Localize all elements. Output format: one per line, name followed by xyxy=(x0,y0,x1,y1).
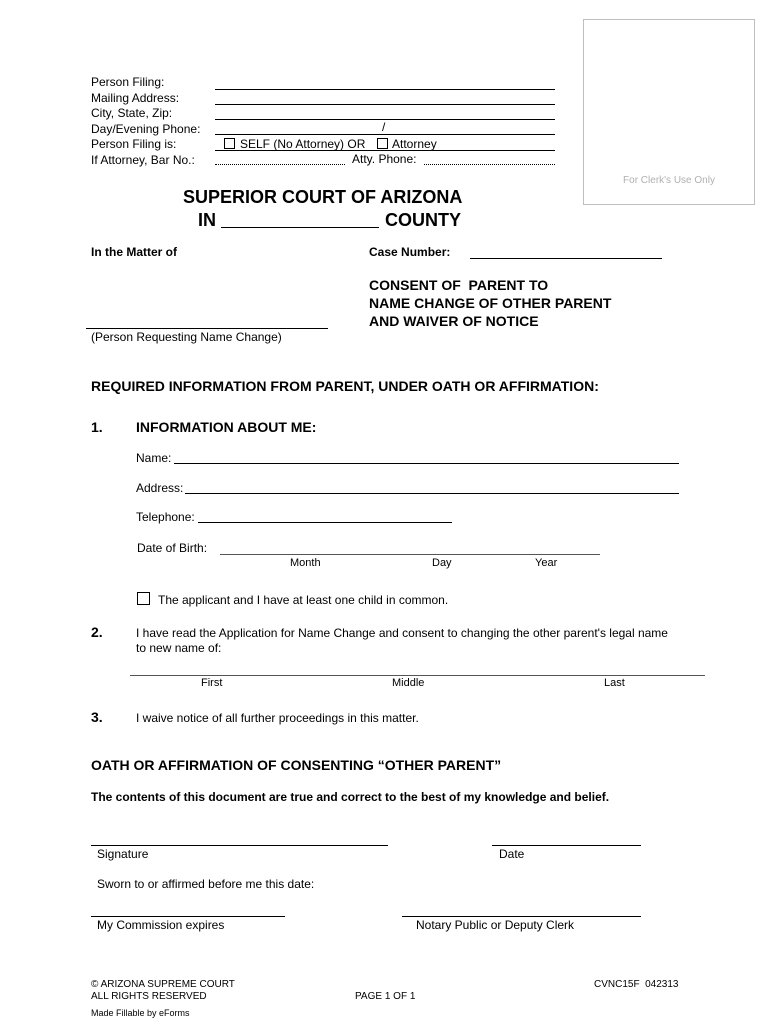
section-2-text-2: to new name of: xyxy=(136,641,222,655)
phone-field[interactable] xyxy=(215,134,555,135)
form-code: CVNC15F 042313 xyxy=(594,979,679,990)
person-filing-label: Person Filing: xyxy=(91,75,165,89)
signature-label: Signature xyxy=(97,847,149,861)
notary-field[interactable] xyxy=(402,916,641,917)
document-title xyxy=(369,276,611,330)
telephone-label: Telephone: xyxy=(136,510,195,524)
dob-day-label: Day xyxy=(432,557,452,569)
clerk-use-label: For Clerk's Use Only xyxy=(623,175,715,186)
oath-heading: OATH OR AFFIRMATION OF CONSENTING “OTHER PARENT” xyxy=(91,757,502,773)
attorney-label: Attorney xyxy=(392,137,437,151)
mailing-address-label: Mailing Address: xyxy=(91,90,180,105)
notary-label: Notary Public or Deputy Clerk xyxy=(416,918,575,932)
phone-label: Day/Evening Phone: xyxy=(91,121,201,136)
phone-slash: / xyxy=(382,120,386,134)
mailing-address-field[interactable] xyxy=(215,104,555,105)
person-requesting-field[interactable] xyxy=(86,328,328,329)
atty-phone-field[interactable] xyxy=(424,164,555,165)
dob-field[interactable] xyxy=(220,554,600,555)
dob-label: Date of Birth: xyxy=(137,541,208,555)
section-1-number: 1. xyxy=(91,419,103,435)
common-child-checkbox[interactable] xyxy=(137,592,150,605)
filer-labels xyxy=(91,75,200,167)
fillable-credit: Made Fillable by eForms xyxy=(91,1008,190,1018)
in-the-matter-of: In the Matter of xyxy=(91,245,177,259)
county-field[interactable] xyxy=(221,227,379,228)
commission-label: My Commission expires xyxy=(97,918,225,932)
new-name-field[interactable] xyxy=(130,675,705,676)
self-label: SELF (No Attorney) OR xyxy=(240,137,366,151)
case-number-field[interactable] xyxy=(470,258,662,259)
title-line-1: CONSENT OF PARENT TO xyxy=(369,277,549,293)
rights-reserved: ALL RIGHTS RESERVED xyxy=(91,991,207,1002)
new-name-first-label: First xyxy=(201,677,223,689)
section-2-number: 2. xyxy=(91,624,103,640)
dob-year-label: Year xyxy=(535,557,558,569)
section-3-number: 3. xyxy=(91,709,103,725)
required-info-heading: REQUIRED INFORMATION FROM PARENT, UNDER OATH OR AFFIRMATION: xyxy=(91,378,599,394)
section-2-text-1: I have read the Application for Name Change and consent to changing the other parent's legal name xyxy=(136,626,668,640)
common-child-label: The applicant and I have at least one child in common. xyxy=(158,593,449,607)
atty-phone-label: Atty. Phone: xyxy=(352,152,417,166)
person-requesting-label: (Person Requesting Name Change) xyxy=(91,330,282,344)
new-name-last-label: Last xyxy=(604,677,625,689)
title-line-3: AND WAIVER OF NOTICE xyxy=(369,313,539,329)
title-line-2: NAME CHANGE OF OTHER PARENT xyxy=(369,295,612,311)
person-filing-field[interactable] xyxy=(215,89,555,90)
signature-field[interactable] xyxy=(91,845,388,846)
bar-number-label: If Attorney, Bar No.: xyxy=(91,152,195,167)
sworn-label: Sworn to or affirmed before me this date: xyxy=(97,877,315,891)
court-county: COUNTY xyxy=(385,210,461,230)
date-label: Date xyxy=(499,847,525,861)
new-name-middle-label: Middle xyxy=(392,677,425,689)
section-1-heading: INFORMATION ABOUT ME: xyxy=(136,419,317,435)
self-checkbox[interactable] xyxy=(224,138,235,149)
clerk-use-box xyxy=(583,19,755,205)
page-number: PAGE 1 OF 1 xyxy=(355,991,416,1002)
dob-month-label: Month xyxy=(290,557,321,569)
address-field[interactable] xyxy=(185,493,679,494)
oath-statement: The contents of this document are true and correct to the best of my knowledge and belief. xyxy=(91,790,610,804)
court-in: IN xyxy=(198,210,216,230)
copyright: © ARIZONA SUPREME COURT xyxy=(91,979,235,990)
attorney-checkbox[interactable] xyxy=(377,138,388,149)
date-field[interactable] xyxy=(492,845,641,846)
commission-field[interactable] xyxy=(91,916,285,917)
court-name: SUPERIOR COURT OF ARIZONA xyxy=(183,187,463,207)
bar-number-field[interactable] xyxy=(215,164,345,165)
name-label: Name: xyxy=(136,451,172,465)
telephone-field[interactable] xyxy=(198,522,452,523)
case-number-label: Case Number: xyxy=(369,245,451,259)
person-filing-is-label: Person Filing is: xyxy=(91,137,177,151)
section-3-text: I waive notice of all further proceedings in this matter. xyxy=(136,711,419,725)
name-field[interactable] xyxy=(174,463,679,464)
city-state-zip-label: City, State, Zip: xyxy=(91,106,173,120)
person-filing-is-underline xyxy=(215,150,555,151)
address-label: Address: xyxy=(136,481,184,495)
